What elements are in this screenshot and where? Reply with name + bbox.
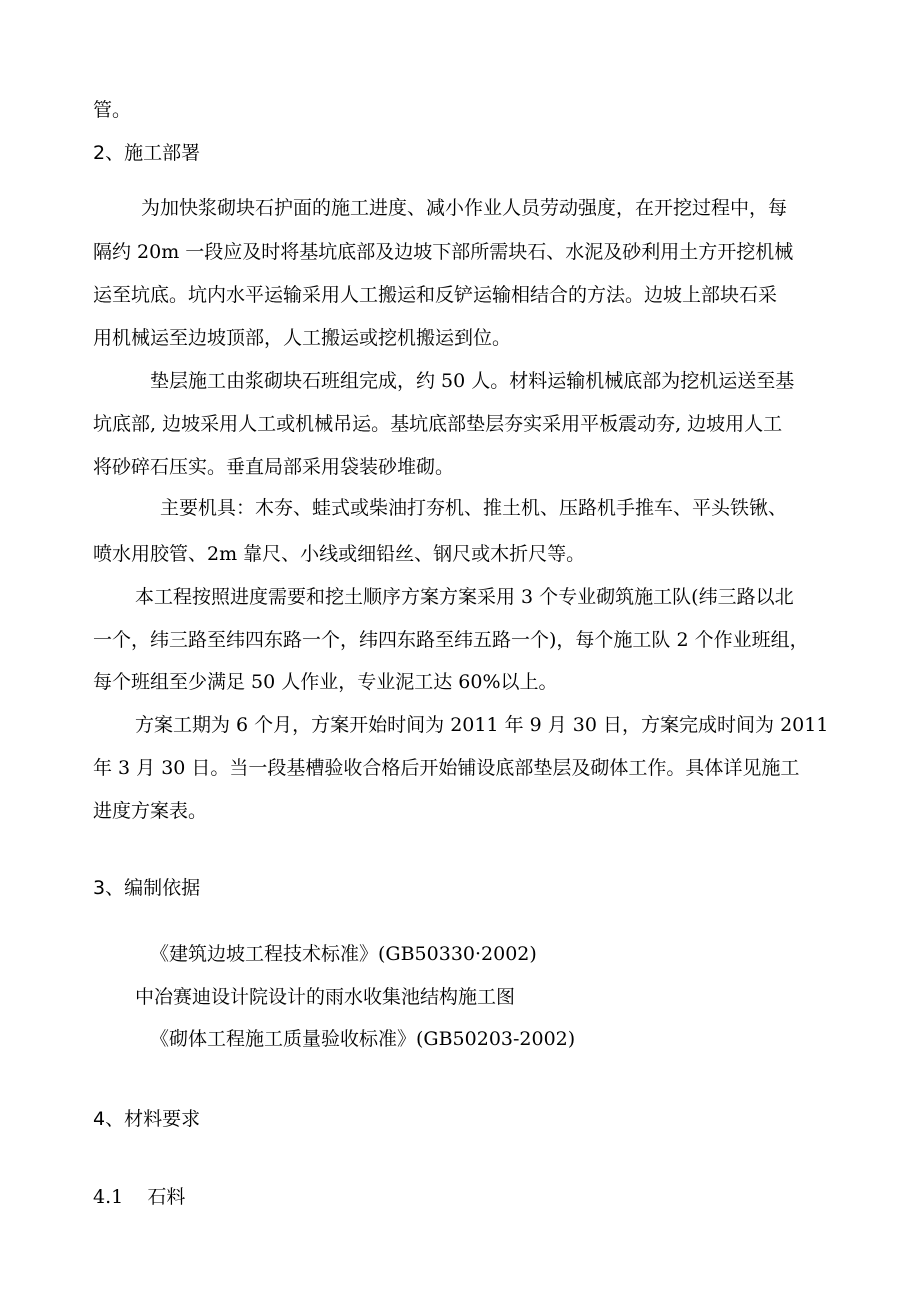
reference-item-3: 《砌体工程施工质量验收标准》(GB50203-2002) <box>150 1028 576 1050</box>
section-4-heading: 4、材料要求 <box>93 1108 201 1130</box>
section-2-para3-line2: 喷水用胶管、2m 靠尺、小线或细铅丝、钢尺或木折尺等。 <box>93 543 586 565</box>
section-2-para5-line1: 方案工期为 6 个月，方案开始时间为 2011 年 9 月 30 日，方案完成时间为 2011 <box>135 714 829 736</box>
reference-item-1: 《建筑边坡工程技术标准》(GB50330·2002) <box>150 943 537 965</box>
carry-over-text: 管。 <box>93 99 132 121</box>
reference-item-2: 中冶赛迪设计院设计的雨水收集池结构施工图 <box>135 986 516 1008</box>
section-2-para2-line1: 垫层施工由浆砌块石班组完成，约 50 人。材料运输机械底部为挖机运送至基 <box>150 370 795 392</box>
section-2-para5-line2: 年 3 月 30 日。当一段基槽验收合格后开始铺设底部垫层及砌体工作。具体详见施工 <box>93 757 800 779</box>
section-2-para4-line3: 每个班组至少满足 50 人作业，专业泥工达 60%以上。 <box>93 671 558 693</box>
subsection-4-1-heading: 4.1 石料 <box>93 1186 186 1208</box>
section-3-heading: 3、编制依据 <box>93 877 201 899</box>
section-2-para1-line4: 用机械运至边坡顶部，人工搬运或挖机搬运到位。 <box>93 327 512 349</box>
section-2-para4-line2: 一个，纬三路至纬四东路一个，纬四东路至纬五路一个)，每个施工队 2 个作业班组， <box>93 629 809 651</box>
section-2-para1-line2: 隔约 20m 一段应及时将基坑底部及边坡下部所需块石、水泥及砂利用土方开挖机械 <box>93 241 794 263</box>
section-2-para2-line2: 坑底部, 边坡采用人工或机械吊运。基坑底部垫层夯实采用平板震动夯, 边坡用人工 <box>93 413 783 435</box>
section-2-para5-line3: 进度方案表。 <box>93 800 208 822</box>
section-2-para2-line3: 将砂碎石压实。垂直局部采用袋装砂堆砌。 <box>93 456 455 478</box>
section-2-para1-line1: 为加快浆砌块石护面的施工进度、减小作业人员劳动强度，在开挖过程中，每 <box>141 197 788 219</box>
section-2-para4-line1: 本工程按照进度需要和挖土顺序方案方案采用 3 个专业砌筑施工队(纬三路以北 <box>135 586 794 608</box>
section-2-para1-line3: 运至坑底。坑内水平运输采用人工搬运和反铲运输相结合的方法。边坡上部块石采 <box>93 284 778 306</box>
section-2-para3-line1: 主要机具：木夯、蛙式或柴油打夯机、推土机、压路机手推车、平头铁锹、 <box>160 497 788 519</box>
section-2-heading: 2、施工部署 <box>93 142 201 164</box>
